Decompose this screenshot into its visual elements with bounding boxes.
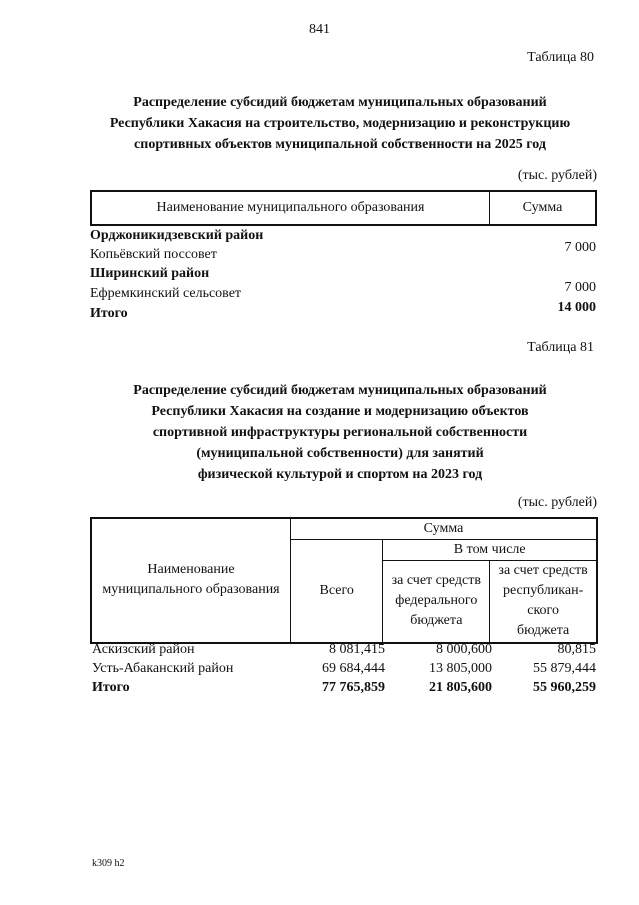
header-line: республикан- — [502, 583, 584, 599]
row-value: 7 000 — [564, 280, 596, 295]
table81-header-federal — [383, 561, 490, 643]
table80-label: Таблица 80 — [527, 50, 594, 65]
row-total: 8 081,415 — [329, 642, 385, 657]
header-line: за счет средств — [498, 563, 588, 579]
table81-header-name — [91, 518, 291, 643]
table80-header — [90, 190, 597, 226]
table81-header — [90, 517, 598, 644]
table80-title — [60, 92, 620, 155]
row-value: 14 000 — [557, 300, 596, 315]
footer-code: k309 h2 — [92, 858, 125, 869]
table80-header-sum: Сумма — [490, 191, 597, 225]
row-federal: 8 000,600 — [436, 642, 492, 657]
row-name: Аскизский район — [92, 642, 195, 657]
table-row — [90, 280, 596, 305]
row-name: Копьёвский поссовет — [90, 247, 217, 262]
table81-title — [60, 380, 620, 485]
table81-header-including: В том числе — [383, 540, 597, 561]
table81-header-republic — [490, 561, 597, 643]
header-line: за счет средств — [391, 573, 481, 589]
table-row — [90, 266, 596, 285]
table-row — [90, 240, 596, 266]
table-row — [90, 661, 598, 680]
header-line: бюджета — [410, 613, 463, 629]
table-row — [90, 300, 596, 325]
row-name: Орджоникидзевский район — [90, 228, 264, 243]
row-republic: 80,815 — [557, 642, 596, 657]
table80-title-line: Распределение субсидий бюджетам муниципальных образований — [133, 95, 547, 110]
row-name: Усть-Абаканский район — [92, 661, 234, 676]
table-row — [90, 642, 598, 661]
table81-label: Таблица 81 — [527, 340, 594, 355]
row-republic: 55 960,259 — [533, 680, 596, 695]
header-line: бюджета — [517, 623, 570, 639]
table81-title-line: Распределение субсидий бюджетам муниципальных образований — [133, 383, 547, 398]
table81-title-line: спортивной инфраструктуры региональной собственности — [152, 425, 528, 440]
table-row — [90, 228, 596, 247]
table81-title-line: физической культурой и спортом на 2023 год — [197, 467, 483, 482]
header-line: муниципального образования — [102, 582, 280, 598]
row-total: 69 684,444 — [322, 661, 385, 676]
table80-units: (тыс. рублей) — [517, 168, 597, 183]
header-line: Наименование — [147, 562, 235, 578]
table80-title-line: Республики Хакасия на строительство, модернизацию и реконструкцию — [109, 116, 571, 131]
row-name: Итого — [90, 306, 128, 321]
row-name: Ширинский район — [90, 266, 210, 281]
row-federal: 21 805,600 — [429, 680, 492, 695]
row-total: 77 765,859 — [322, 680, 385, 695]
page-number: 841 — [309, 22, 330, 37]
table-row — [90, 680, 598, 699]
table81-header-sum: Сумма — [291, 518, 598, 540]
table81-units: (тыс. рублей) — [517, 495, 597, 510]
row-republic: 55 879,444 — [533, 661, 596, 676]
row-federal: 13 805,000 — [429, 661, 492, 676]
row-name: Итого — [92, 680, 130, 695]
header-line: федерального — [395, 593, 478, 609]
row-name: Ефремкинский сельсовет — [90, 286, 242, 301]
header-line: ского — [527, 603, 559, 619]
table80-title-line: спортивных объектов муниципальной собственности на 2025 год — [134, 137, 546, 152]
table80-header-name: Наименование муниципального образования — [91, 191, 490, 225]
table81-title-line: (муниципальной собственности) для занятий — [196, 446, 484, 461]
table81-header-total: Всего — [291, 540, 383, 643]
table81-title-line: Республики Хакасия на создание и модернизацию объектов — [151, 404, 529, 419]
row-value: 7 000 — [564, 240, 596, 255]
